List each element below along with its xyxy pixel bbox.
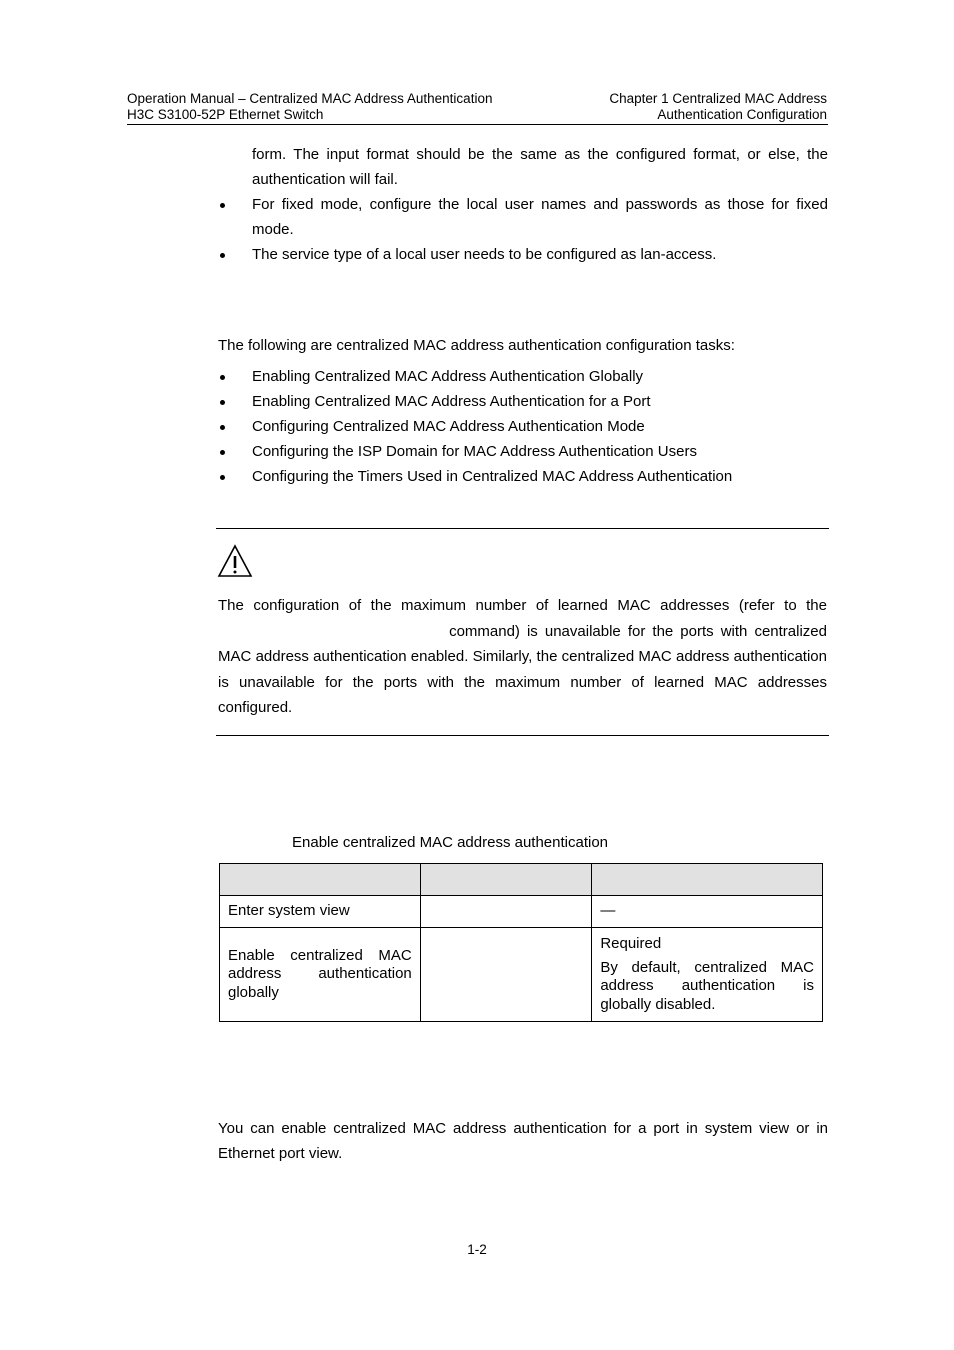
continuation-paragraph: form. The input format should be the same as the configured format, or else, the authentication will fail. xyxy=(252,146,828,188)
top-bullet-list xyxy=(218,192,828,267)
list-item: For fixed mode, configure the local user names and passwords as those for fixed mode. xyxy=(218,192,828,242)
warning-triangle-icon xyxy=(217,544,253,578)
operation-cell: Enable centralized MAC address authentication globally xyxy=(220,928,421,1022)
bullet-icon xyxy=(220,450,225,455)
table-header-row xyxy=(220,864,823,896)
bullet-icon xyxy=(220,375,225,380)
tasks-intro: The following are centralized MAC address authentication configuration tasks: xyxy=(218,337,735,354)
table-caption: Enable centralized MAC address authentication xyxy=(292,834,609,851)
command-cell xyxy=(420,896,592,928)
remarks-required: Required xyxy=(600,935,662,952)
task-list xyxy=(218,364,828,489)
page-number: 1-2 xyxy=(467,1242,487,1257)
command-cell xyxy=(420,928,592,1022)
config-table xyxy=(219,863,823,1022)
remarks-detail: By default, centralized MAC address authentication is globally disabled. xyxy=(600,958,814,1013)
operation-cell: Enter system view xyxy=(220,896,421,928)
task-item: Enabling Centralized MAC Address Authentication Globally xyxy=(218,364,828,389)
chapter-title-line1: Chapter 1 Centralized MAC Address xyxy=(609,91,827,106)
bullet-icon xyxy=(220,425,225,430)
bullet-icon xyxy=(220,203,225,208)
header-right xyxy=(609,91,827,123)
task-item: Configuring the Timers Used in Centralized MAC Address Authentication xyxy=(218,464,828,489)
table-row xyxy=(220,896,823,928)
header-cell-command xyxy=(420,864,592,896)
bullet-icon xyxy=(220,475,225,480)
remarks-cell: — xyxy=(592,896,823,928)
caution-bottom-rule xyxy=(216,735,829,736)
remarks-cell xyxy=(592,928,823,1022)
header-cell-operation xyxy=(220,864,421,896)
table-row xyxy=(220,928,823,1022)
header-left xyxy=(127,91,492,123)
header-cell-remarks xyxy=(592,864,823,896)
list-item: The service type of a local user needs to be configured as lan-access. xyxy=(218,242,828,267)
bullet-icon xyxy=(220,253,225,258)
caution-top-rule xyxy=(216,528,829,529)
manual-title: Operation Manual – Centralized MAC Address Authentication xyxy=(127,91,493,106)
task-item: Configuring Centralized MAC Address Authentication Mode xyxy=(218,414,828,439)
port-paragraph: You can enable centralized MAC address authentication for a port in system view or in Ethernet port view. xyxy=(218,1120,828,1162)
header-divider xyxy=(127,124,828,125)
chapter-title-line2: Authentication Configuration xyxy=(657,107,827,122)
task-item: Configuring the ISP Domain for MAC Address Authentication Users xyxy=(218,439,828,464)
caution-text: The configuration of the maximum number of learned MAC addresses (refer to the command) is unavailable for the ports with centralized MAC address authentication enabled. Similarly, the centralized MAC address authentication is unavailable for the ports with the maximum number of learned MAC addresses configured. xyxy=(218,597,827,716)
product-name: H3C S3100-52P Ethernet Switch xyxy=(127,107,324,122)
bullet-icon xyxy=(220,400,225,405)
task-item: Enabling Centralized MAC Address Authentication for a Port xyxy=(218,389,828,414)
